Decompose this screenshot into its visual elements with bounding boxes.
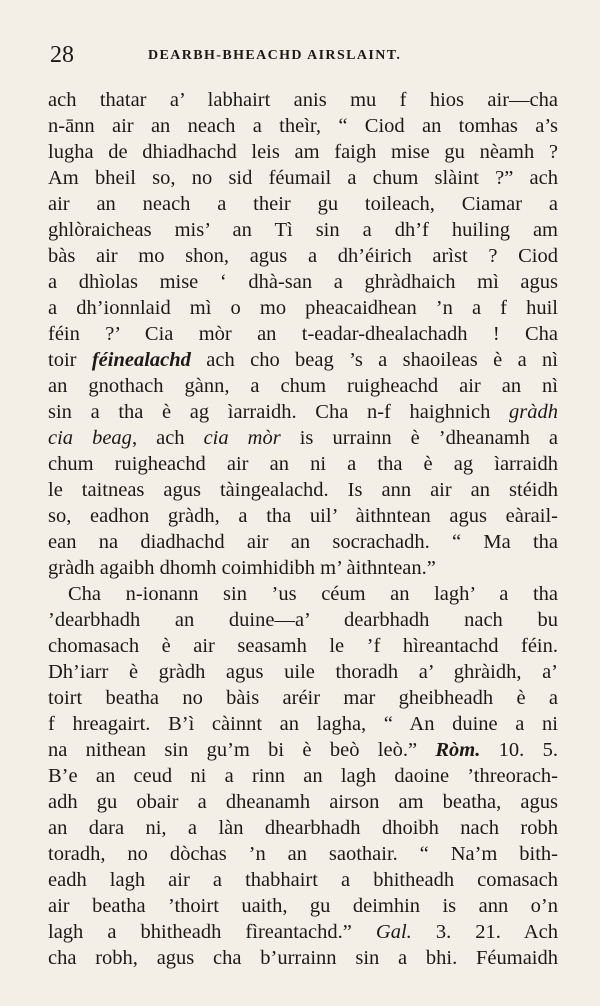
text-line: féin ?’ Cia mòr an t-eadar-dhealachadh ! Cha <box>48 323 558 345</box>
text-line: air beatha ’thoirt uaith, gu deimhin is ann o’n <box>48 895 558 917</box>
text-line: air an neach a their gu toileach, Ciamar a <box>48 193 558 215</box>
text-line: lugha de dhiadhachd leis am faigh mise gu nèamh ? <box>48 141 558 163</box>
italic-term: gràdh <box>509 401 558 423</box>
text-line: a dh’ionnlaid mì o mo pheacaidhean ’n a f huil <box>48 297 558 319</box>
text-line: sin a tha è ag ìarraidh. Cha n-f haighnich gràdh <box>48 401 558 423</box>
text-line: f hreagairt. B’ì càinnt an lagha, “ An duine a ni <box>48 713 558 735</box>
text-line: adh gu obair a dheanamh airson am beatha, agus <box>48 791 558 813</box>
body-text <box>48 87 558 971</box>
text-line: an dara ni, a làn dhearbhadh dhoibh nach robh <box>48 817 558 839</box>
text-line: ach thatar a’ labhairt anis mu f hios air—cha <box>48 89 558 111</box>
page-number: 28 <box>50 42 74 68</box>
text-line: a dhìolas mise ‘ dhà-san a ghràdhaich mì agus <box>48 271 558 293</box>
text-line: cha robh, agus cha b’urrainn sin a bhi. Féumaidh <box>48 947 558 969</box>
text-line: eadh lagh air a thabhairt a bhitheadh comasach <box>48 869 558 891</box>
text-line: B’e an ceud ni a rinn an lagh daoine ’threorach- <box>48 765 558 787</box>
text-line: chomasach è air seasamh le ’f hìreantachd féin. <box>48 635 558 657</box>
text-line: Cha n-ionann sin ’us céum an lagh’ a tha <box>68 583 558 605</box>
text-line: ’dearbhadh an duine—a’ dearbhadh nach bu <box>48 609 558 631</box>
text-line: Am bheil so, no sid féumail a chum slàint ?” ach <box>48 167 558 189</box>
text-line: na nithean sin gu’m bi è beò leò.” Ròm. 10. 5. <box>48 739 558 761</box>
text-line: toirt beatha no bàis aréir mar gheibheadh è a <box>48 687 558 709</box>
text-line: lagh a bhitheadh fìreantachd.” Gal. 3. 21. Ach <box>48 921 558 943</box>
text-line: Dh’iarr è gràdh agus uile thoradh a’ ghràidh, a’ <box>48 661 558 683</box>
text-line: ghlòraicheas mis’ an Tì sin a dh’f huiling am <box>48 219 558 241</box>
text-line: toradh, no dòchas ’n an saothair. “ Na’m bith- <box>48 843 558 865</box>
text-line: chum ruigheachd air an ni a tha è ag ìarraidh <box>48 453 558 475</box>
text-line: n-ānn air an neach a theìr, “ Ciod an tomhas a’s <box>48 115 558 137</box>
text-line: bàs air mo shon, agus a dh’éirich arìst ? Ciod <box>48 245 558 267</box>
text-line: ean na diadhachd air an socrachadh. “ Ma tha <box>48 531 558 553</box>
italic-term: féinealachd <box>91 349 191 371</box>
italic-term: Gal. <box>375 921 412 943</box>
italic-term: Ròm. <box>435 739 481 761</box>
text-line: cia beag, ach cia mòr is urrainn è ’dheanamh a <box>48 427 559 449</box>
text-line: toir féinealachd ach cho beag ’s a shaoileas è a nì <box>48 349 559 371</box>
italic-term: cia mòr <box>203 427 281 449</box>
running-head <box>50 40 550 70</box>
running-title: DEARBH-BHEACHD AIRSLAINT. <box>148 48 402 63</box>
text-line: le taitneas agus tàingealachd. Is ann air an stéidh <box>48 479 558 501</box>
italic-term: cia beag <box>48 427 132 449</box>
text-line: gràdh agaibh dhomh coimhidibh m’ àithntean.” <box>48 557 436 579</box>
text-line: so, eadhon gràdh, a tha uil’ àithntean agus eàrail- <box>48 505 558 527</box>
text-line: an gnothach gànn, a chum ruigheachd air an nì <box>48 375 558 397</box>
